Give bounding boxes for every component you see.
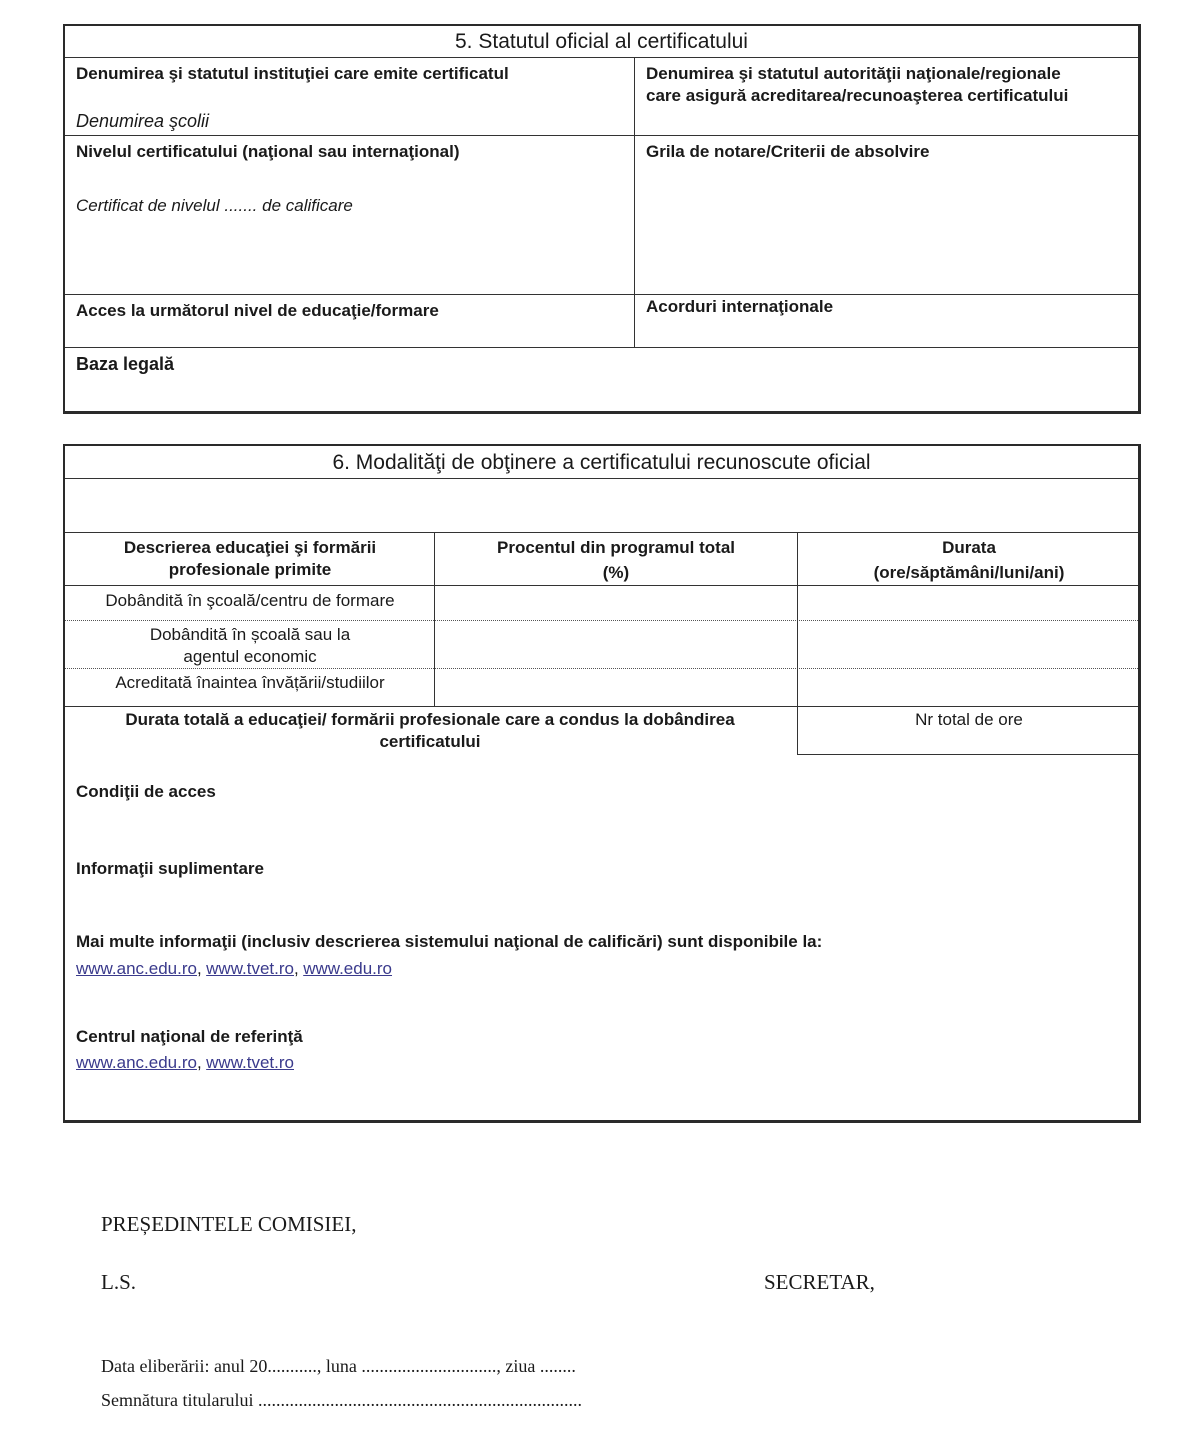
legal-basis-label: Baza legală [76,354,175,374]
ls-mark: L.S. [101,1270,137,1294]
additional-info-label: Informaţii suplimentare [76,859,264,878]
section-6-box [63,444,1141,1123]
link-separator: , [196,959,202,978]
holder-signature: Semnătura titularului ........................................................................ [101,1390,582,1410]
total-duration-value: Nr total de ore [915,710,1023,729]
authority-label-line1: Denumirea şi statutul autorităţii naţionale/regionale [646,64,1061,83]
access-next-label: Acces la următorul nivel de educaţie/formare [76,301,439,320]
level-value: Certificat de nivelul ....... de calificare [76,196,353,215]
table-row-label: Dobândită în şcoală/centru de formare [105,591,395,610]
agreements-label: Acorduri internaţionale [646,297,834,316]
divider [65,532,1138,533]
link-tvet[interactable]: www.tvet.ro [206,959,294,978]
more-info-label: Mai multe informaţii (inclusiv descrierea sistemului naţional de calificări) sunt disponibile la: [76,932,823,951]
authority-label-line2: care asigură acreditarea/recunoaşterea certificatului [646,86,1069,105]
row-divider [65,620,1138,621]
row-divider [65,668,1138,669]
divider [65,135,1138,136]
divider [65,294,1138,295]
link-edu[interactable]: www.edu.ro [303,959,393,978]
access-conditions-label: Condiţii de acces [76,782,216,801]
col-header-description: Descrierea educaţiei şi formării profesionale primite [123,538,377,579]
divider [797,754,1138,755]
divider [634,57,635,347]
issuer-label: Denumirea şi statutul instituţiei care emite certificatul [76,64,509,83]
table-row-label: Acreditată înaintea învățării/studiilor [115,673,385,692]
reference-center-links [76,1053,294,1073]
link-separator: , [196,1053,202,1072]
section-5-box [63,24,1141,414]
divider [65,706,1138,707]
col-header-percent-line1: Procentul din programul total [496,538,735,557]
secretary-signature: SECRETAR, [764,1270,875,1294]
divider [65,478,1138,479]
table-row-label: Dobândită în școală sau la agentul economic [149,625,351,666]
col-header-duration-line2: (ore/săptămâni/luni/ani) [873,563,1065,582]
divider [65,585,1138,586]
col-header-duration-line1: Durata [942,538,996,557]
divider [65,57,1138,58]
link-separator: , [294,959,299,978]
reference-center-label: Centrul naţional de referinţă [76,1027,303,1046]
president-signature: PREȘEDINTELE COMISIEI, [101,1212,357,1236]
link-tvet[interactable]: www.tvet.ro [206,1053,294,1072]
link-anc[interactable]: www.anc.edu.ro [76,959,197,978]
divider [65,347,1138,348]
issuer-value: Denumirea şcolii [76,111,210,131]
grading-label: Grila de notare/Criterii de absolvire [646,142,930,161]
level-label: Nivelul certificatului (naţional sau internaţional) [76,142,460,161]
section-6-title: 6. Modalităţi de obţinere a certificatului recunoscute oficial [332,451,871,474]
issue-date: Data eliberării: anul 20..........., luna .............................., ziua ........ [101,1356,576,1376]
link-anc[interactable]: www.anc.edu.ro [76,1053,197,1072]
total-duration-label: Durata totală a educaţiei/ formării profesionale care a condus la dobândirea certificatului [125,710,735,751]
more-info-links [76,959,392,979]
col-header-percent-line2: (%) [602,563,630,582]
section-5-title: 5. Statutul oficial al certificatului [455,30,748,53]
